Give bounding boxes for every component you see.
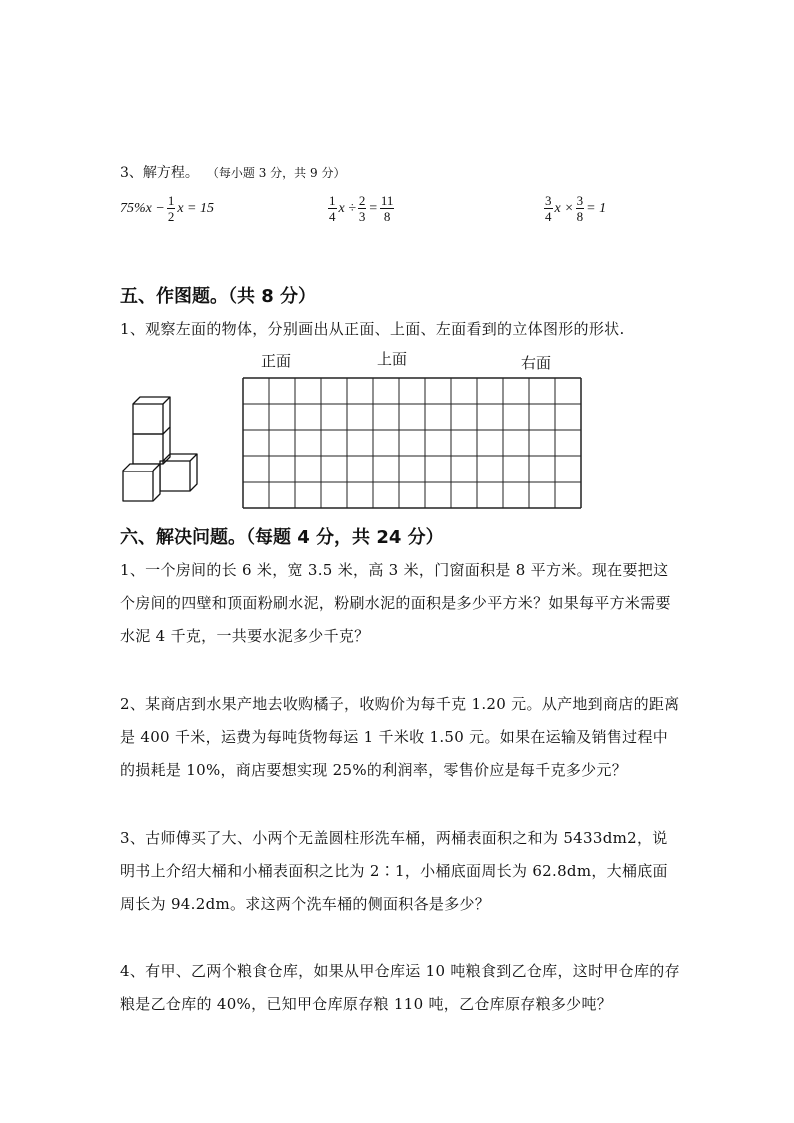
equation-3 — [542, 193, 606, 224]
eq2-mid: x ÷ — [338, 200, 356, 216]
cube-top — [133, 397, 170, 434]
eq2-fraction-2 — [358, 193, 367, 224]
eq3-fraction-2 — [576, 193, 585, 224]
problem-1: 1、一个房间的长 6 米，宽 3.5 米，高 3 米，门窗面积是 8 平方米。现在要把这个房间的四壁和顶面粉刷水泥，粉刷水泥的面积是多少平方米？如果每平方米需要水泥 4 千克，一共要水泥多少千克？ — [120, 561, 671, 645]
equation-1 — [120, 193, 214, 224]
eq1-frac-den: 2 — [167, 209, 175, 224]
eq1-frac-num: 1 — [167, 193, 175, 208]
label-right-view: 右面 — [521, 354, 552, 372]
eq2-fraction-1 — [328, 193, 337, 224]
equation-question-title — [120, 162, 345, 182]
eq3-f1-num: 3 — [545, 193, 552, 208]
eq1-prefix: 75%x − — [120, 200, 165, 216]
eq2-fraction-3 — [380, 193, 395, 224]
eq2-f2-num: 2 — [358, 193, 366, 208]
section-5-title: 五、作图题。（共 8 分） — [120, 286, 317, 307]
eq2-f1-den: 4 — [329, 209, 336, 224]
eq2-equals: = — [368, 200, 378, 216]
equation-question-note: （每小题 3 分，共 9 分） — [212, 166, 346, 180]
drawing-grid[interactable] — [242, 377, 582, 509]
eq2-f3-num: 11 — [380, 193, 394, 208]
eq2-f1-num: 1 — [329, 193, 336, 208]
eq3-f2-num: 3 — [576, 193, 584, 208]
cube-stack-figure — [118, 392, 202, 504]
cube-right — [160, 454, 197, 491]
eq3-suffix: = 1 — [586, 200, 607, 216]
drawing-question-1: 1、观察左面的物体，分别画出从正面、上面、左面看到的立体图形的形状. — [120, 320, 625, 338]
section-6-title: 六、解决问题。（每题 4 分，共 24 分） — [120, 527, 444, 548]
eq2-f2-den: 3 — [358, 209, 366, 224]
eq3-fraction-1 — [544, 193, 553, 224]
eq1-suffix: x = 15 — [177, 200, 214, 216]
equation-2 — [326, 193, 396, 224]
problem-2: 2、某商店到水果产地去收购橘子，收购价为每千克 1.20 元。从产地到商店的距离是 400 千米，运费为每吨货物每运 1 千米收 1.50 元。如果在运输及销售过程中的损耗是 10%，商店要想实现 25%的利润率，零售价应是每千克多少元？ — [120, 695, 680, 779]
eq3-f1-den: 4 — [545, 209, 552, 224]
eq1-fraction — [167, 193, 176, 224]
label-front-view: 正面 — [261, 352, 292, 370]
problem-4: 4、有甲、乙两个粮食仓库，如果从甲仓库运 10 吨粮食到乙仓库，这时甲仓库的存粮是乙仓库的 40%，已知甲仓库原存粮 110 吨，乙仓库原存粮多少吨？ — [120, 962, 680, 1013]
problem-3: 3、古师傅买了大、小两个无盖圆柱形洗车桶，两桶表面积之和为 5433dm2，说明书上介绍大桶和小桶表面积之比为 2∶1，小桶底面周长为 62.8dm，大桶底面周长为 94.2dm。求这两个洗车桶的侧面积各是多少？ — [120, 829, 668, 913]
eq2-f3-den: 8 — [383, 209, 391, 224]
eq3-f2-den: 8 — [576, 209, 584, 224]
eq3-mid: x × — [554, 200, 574, 216]
cube-bottom-left — [123, 464, 160, 501]
label-top-view: 上面 — [377, 350, 408, 368]
equation-question-label: 3、解方程。 — [120, 165, 199, 181]
